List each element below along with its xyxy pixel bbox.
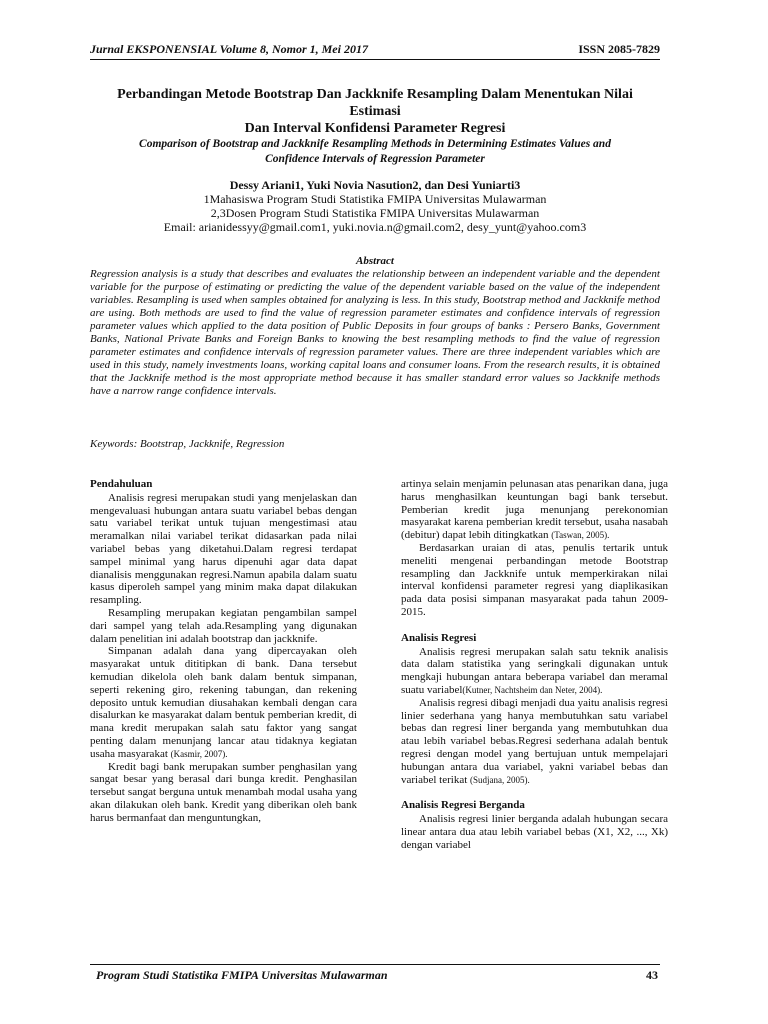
subtitle-line-1: Comparison of Bootstrap and Jackknife Resampling Methods in Determining Estimates Values and	[139, 138, 611, 150]
paragraph-4: Kredit bagi bank merupakan sumber penghasilan yang sangat besar yang berasal dari bunga kredit. Penghasilan tersebut sangat berguna untuk menambah modal usaha yang akan dilakukan oleh bank. Kredit yang diberikan oleh bank harus bermanfaat dan menguntungkan,	[90, 760, 357, 824]
paragraph-3	[90, 645, 357, 760]
running-header	[90, 42, 660, 60]
right-column	[401, 478, 668, 852]
footer-program: Program Studi Statistika FMIPA Universitas Mulawarman	[96, 968, 388, 982]
issn: ISSN 2085-7829	[578, 42, 660, 56]
running-footer	[90, 964, 660, 984]
citation: (Kasmir, 2007).	[170, 748, 228, 759]
journal-name: Jurnal EKSPONENSIAL Volume 8, Nomor 1, Mei 2017	[90, 42, 368, 56]
paragraph-3-text: Simpanan adalah dana yang dipercayakan oleh masyarakat untuk dititipkan di bank. Dana tersebut kemudian dikelola oleh bank dalam bentuk simpanan, seperti rekening giro, rekening tabungan, dan rekening deposito untuk kemudian diusahakan kembali dengan cara disalurkan ke masyarakat dalam bentuk pemberian kredit, di mana kredit merupakan salah satu faktor yang sangat penting dalam menunjang lancar atau tidaknya kegiatan usaha masyarakat	[90, 645, 357, 760]
section-heading-pendahuluan: Pendahuluan	[90, 478, 153, 490]
paragraph-1: Analisis regresi merupakan studi yang menjelaskan dan mengevaluasi hubungan antara suatu variabel bebas dengan satu variabel terikat untuk tujuan mengestimasi atau meramalkan nilai variabel terikat didasarkan pada nilai variabel bebas yang diketahui.Dalam regresi terdapat sampel minimal yang harus dipenuhi agar data dapat dianalisis menggunakan regresi.Namun apabila dalam suatu kasus diperoleh sampel yang minim maka dapat dilakukan resampling.	[90, 491, 357, 607]
author-block	[90, 178, 660, 234]
affiliation-1: 1Mahasiswa Program Studi Statistika FMIPA Universitas Mulawarman	[203, 192, 547, 206]
paragraph-8	[401, 697, 668, 787]
paragraph-7	[401, 646, 668, 697]
paragraph-7-text: Analisis regresi merupakan salah satu teknik analisis data dalam statistika yang seringkali digunakan untuk mengkaji hubungan antara beberapa variabel dan meramal suatu variabel	[401, 645, 668, 696]
abstract-text: Regression analysis is a study that describes and evaluates the relationship between an independent variable and the dependent variable for the purpose of estimating or predicting the value of the dependent variable based on the value of the independent variables. Resampling is used when samples obtained for analyzing is less. In this study, Bootstrap method and Jackknife method are using. Both methods are used to find the value of regression parameter estimates and confidence intervals of regression parameter values which applied to the data position of Public Deposits in four groups of banks : Persero Banks, Government Banks, National Private Banks and Foreign Banks to knowing the best resampling methods to find the value of regression parameter estimates and confidence intervals of regression parameter values. There are three independent variables which are used in this study, namely investments loans, working capital loans and consumer loans. From the research results, it is obtained that the Jackknife method is the most appropriate method because it has smaller standard error values so Jackknife methods have a narrow range confidence intervals.	[90, 268, 660, 397]
citation: (Kutner, Nachtsheim dan Neter, 2004).	[462, 684, 603, 695]
section-heading-regresi-berganda: Analisis Regresi Berganda	[401, 799, 525, 812]
affiliation-2: 2,3Dosen Program Studi Statistika FMIPA Universitas Mulawarman	[210, 206, 540, 220]
paragraph-5-text: artinya selain menjamin pelunasan atas penarikan dana, juga harus menghasilkan keuntungan bagi bank tersebut. Pemberian kredit juga menunjang perekonomian masyarakat karena pemberian kredit tersebut, usaha nasabah (debitur) dapat lebih ditingkatkan	[401, 478, 668, 542]
left-column	[90, 478, 357, 825]
keywords: Keywords: Bootstrap, Jackknife, Regression	[90, 438, 285, 450]
page-number: 43	[646, 968, 658, 982]
paper-subtitle	[90, 137, 660, 167]
subtitle-line-2: Confidence Intervals of Regression Parameter	[265, 153, 485, 165]
paragraph-2: Resampling merupakan kegiatan pengambilan sampel dari sampel yang telah ada.Resampling yang digunakan dalam penelitian ini adalah bootstrap dan jackknife.	[90, 606, 357, 645]
abstract-heading: Abstract	[356, 255, 394, 267]
paragraph-8-text: Analisis regresi dibagi menjadi dua yaitu analisis regresi linier sederhana yang hanya membutuhkan satu variabel bebas dan regresi liner berganda yang membutuhkan dua atau lebih variabel bebas.Regresi sederhana adalah bentuk regresi dengan model yang bertujuan untuk mempelajari hubungan antara dua variabel, yakni variabel bebas dan variabel terikat	[401, 696, 668, 786]
citation: (Taswan, 2005).	[551, 530, 610, 541]
paragraph-5	[401, 478, 668, 542]
paragraph-9: Analisis regresi linier berganda adalah hubungan secara linear antara dua atau lebih variabel bebas (X1, X2, ..., Xk) dengan variabel	[401, 813, 668, 851]
paper-title	[90, 86, 660, 137]
author-names: Dessy Ariani1, Yuki Novia Nasution2, dan Desi Yuniarti3	[229, 178, 521, 192]
section-heading-analisis-regresi: Analisis Regresi	[401, 631, 477, 644]
paragraph-6: Berdasarkan uraian di atas, penulis tertarik untuk meneliti mengenai perbandingan metode Bootstrap resampling dan Jackknife untuk memperkirakan nilai interval konfidensi parameter regresi yang diaplikasikan pada data posisi simpanan masyarakat pada tahun 2009-2015.	[401, 541, 668, 618]
author-emails: Email: arianidessyy@gmail.com1, yuki.novia.n@gmail.com2, desy_yunt@yahoo.com3	[163, 220, 587, 234]
title-line-1: Perbandingan Metode Bootstrap Dan Jackknife Resampling Dalam Menentukan Nilai Estimasi	[117, 87, 633, 119]
title-line-2: Dan Interval Konfidensi Parameter Regresi	[244, 121, 506, 136]
citation: (Sudjana, 2005).	[470, 774, 530, 785]
